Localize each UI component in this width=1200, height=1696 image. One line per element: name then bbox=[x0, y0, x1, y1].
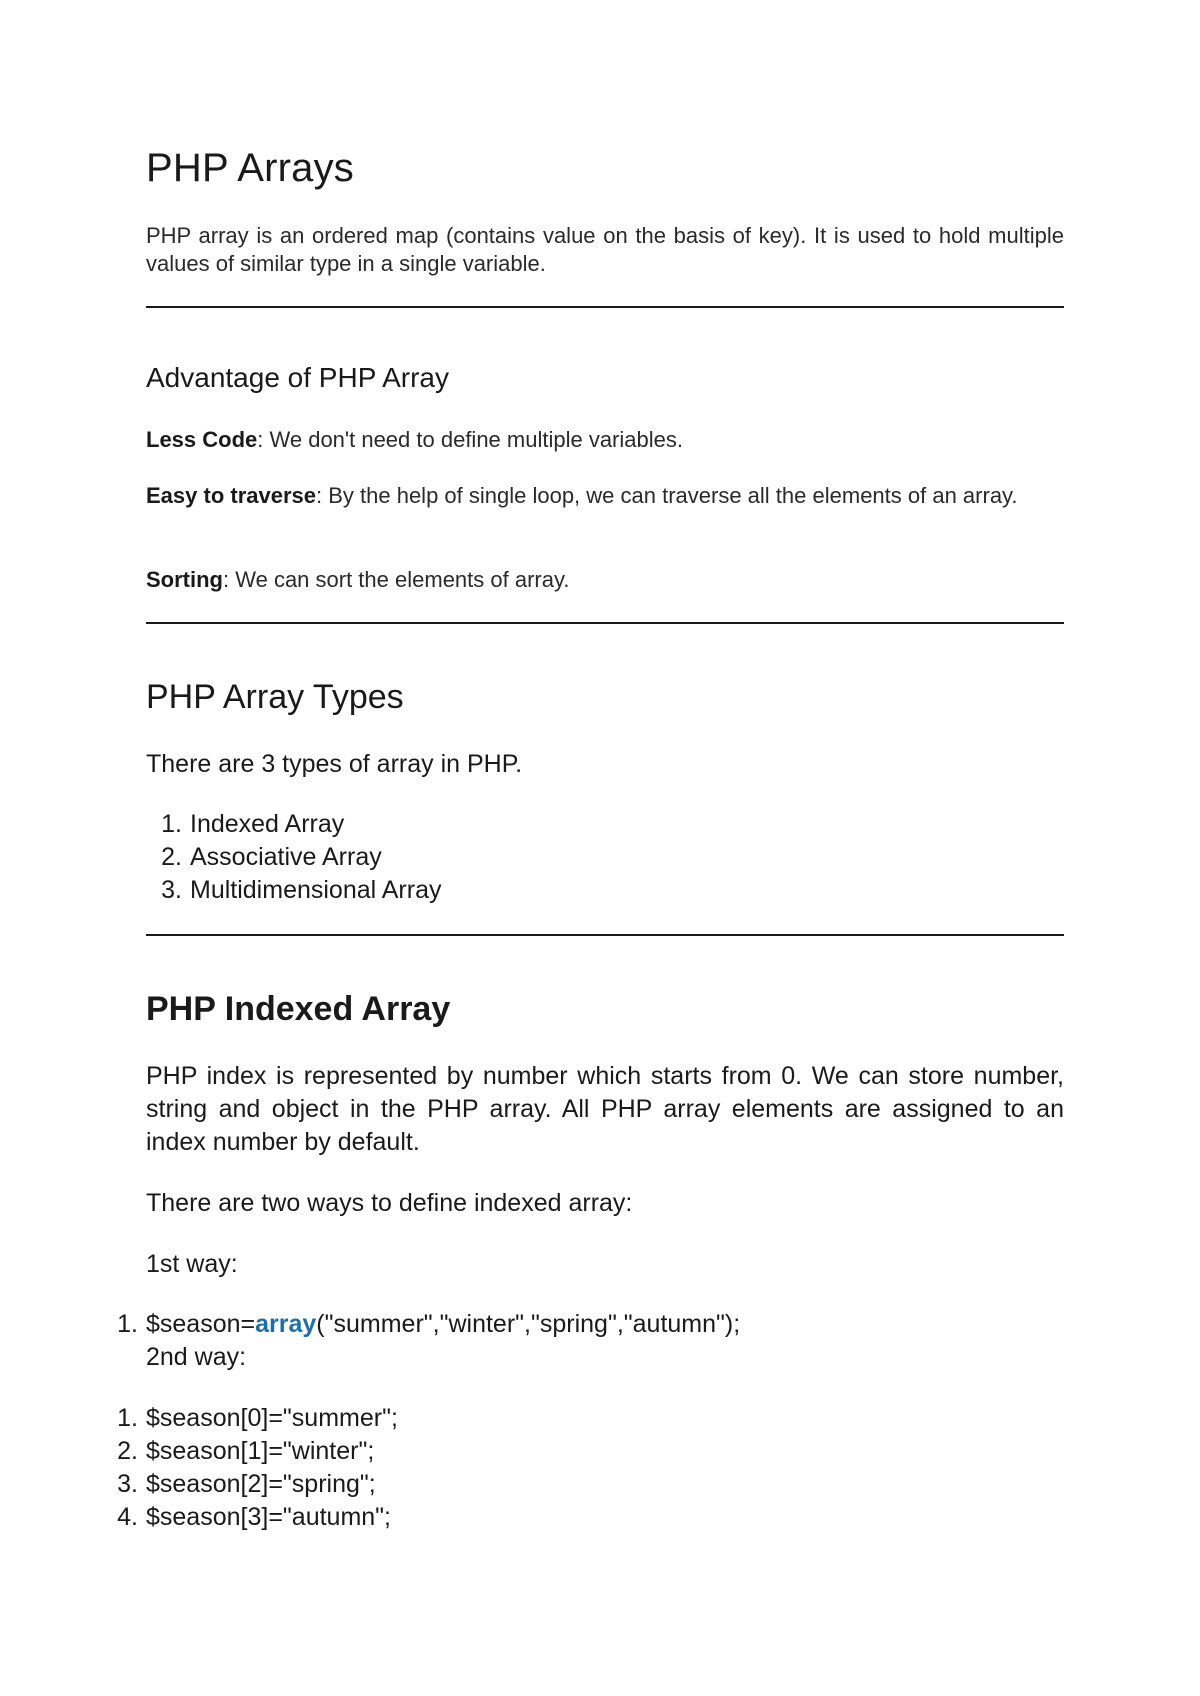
code-suffix: ("summer","winter","spring","autumn"); bbox=[316, 1310, 741, 1338]
list-item-label: Multidimensional Array bbox=[190, 876, 442, 904]
code-text: $season[3]="autumn"; bbox=[146, 1503, 391, 1531]
advantage-item-easy-traverse bbox=[146, 482, 1064, 510]
second-way-label: 2nd way: bbox=[146, 1343, 247, 1371]
code-line-number: 2. bbox=[117, 1437, 138, 1465]
code-prefix: $season= bbox=[146, 1310, 256, 1338]
array-types-intro: There are 3 types of array in PHP. bbox=[146, 750, 523, 778]
code-text: $season[1]="winter"; bbox=[146, 1437, 375, 1465]
list-item-label: Associative Array bbox=[190, 843, 382, 871]
list-item bbox=[146, 874, 442, 907]
second-way-code bbox=[104, 1402, 398, 1534]
page-title: PHP Arrays bbox=[146, 146, 354, 190]
list-item bbox=[146, 808, 442, 841]
section-divider bbox=[146, 306, 1064, 308]
code-line bbox=[104, 1501, 398, 1534]
code-line bbox=[104, 1468, 398, 1501]
code-line bbox=[104, 1308, 740, 1341]
first-way-label: 1st way: bbox=[146, 1250, 238, 1278]
advantage-term: Less Code bbox=[146, 427, 258, 452]
section-divider bbox=[146, 934, 1064, 936]
code-line bbox=[104, 1402, 398, 1435]
section-divider bbox=[146, 622, 1064, 624]
code-keyword: array bbox=[255, 1310, 317, 1338]
code-line-number: 3. bbox=[117, 1470, 138, 1498]
advantage-item-sorting bbox=[146, 566, 1064, 594]
ways-intro: There are two ways to define indexed array: bbox=[146, 1189, 633, 1217]
list-number: 3. bbox=[161, 876, 182, 904]
list-item-label: Indexed Array bbox=[190, 810, 345, 838]
advantage-text: : We don't need to define multiple variables. bbox=[257, 427, 683, 452]
intro-paragraph: PHP array is an ordered map (contains value on the basis of key). It is used to hold multiple values of similar type in a single variable. bbox=[146, 223, 1064, 276]
code-text: $season[0]="summer"; bbox=[146, 1404, 398, 1432]
code-line-number: 1. bbox=[117, 1310, 138, 1338]
array-types-heading: PHP Array Types bbox=[146, 678, 404, 716]
indexed-array-description: PHP index is represented by number which starts from 0. We can store number, string and object in the PHP array. All PHP array elements are assigned to an index number by default. bbox=[146, 1062, 1064, 1156]
list-item bbox=[146, 841, 442, 874]
advantage-item-less-code bbox=[146, 426, 1064, 454]
advantage-text: : We can sort the elements of array. bbox=[223, 567, 570, 592]
advantage-term: Sorting bbox=[146, 567, 223, 592]
first-way-code bbox=[104, 1308, 740, 1341]
code-text: $season[2]="spring"; bbox=[146, 1470, 376, 1498]
list-number: 2. bbox=[161, 843, 182, 871]
advantage-heading: Advantage of PHP Array bbox=[146, 362, 449, 393]
advantage-term: Easy to traverse bbox=[146, 483, 316, 508]
indexed-array-heading: PHP Indexed Array bbox=[146, 990, 451, 1028]
code-line-number: 4. bbox=[117, 1503, 138, 1531]
array-types-list bbox=[146, 808, 442, 907]
code-line-number: 1. bbox=[117, 1404, 138, 1432]
code-line bbox=[104, 1435, 398, 1468]
list-number: 1. bbox=[161, 810, 182, 838]
advantage-text: : By the help of single loop, we can traverse all the elements of an array. bbox=[316, 483, 1018, 508]
